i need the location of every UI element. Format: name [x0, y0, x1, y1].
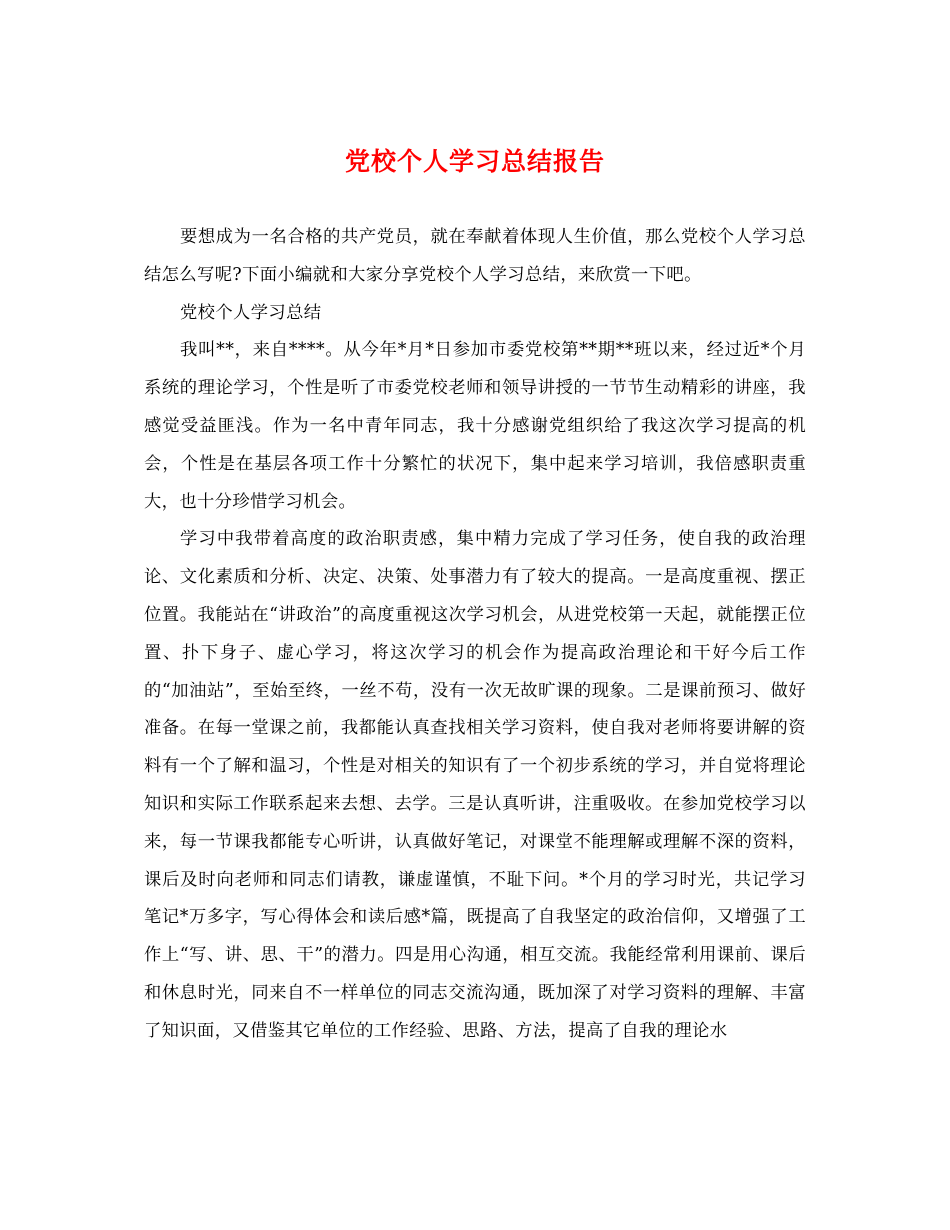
document-body [144, 219, 806, 1051]
body-paragraph: 学习中我带着高度的政治职责感，集中精力完成了学习任务，使自我的政治理论、文化素质和分析、决定、决策、处事潜力有了较大的提高。一是高度重视、摆正位置。我能站在“讲政治”的高度重视这次学习机会，从进党校第一天起，就能摆正位置、扑下身子、虚心学习，将这次学习的机会作为提高政治理论和干好今后工作的“加油站”，至始至终，一丝不苟，没有一次无故旷课的现象。二是课前预习、做好准备。在每一堂课之前，我都能认真查找相关学习资料，使自我对老师将要讲解的资料有一个了解和温习，个性是对相关的知识有了一个初步系统的学习，并自觉将理论知识和实际工作联系起来去想、去学。三是认真听讲，注重吸收。在参加党校学习以来，每一节课我都能专心听讲，认真做好笔记，对课堂不能理解或理解不深的资料，课后及时向老师和同志们请教，谦虚谨慎，不耻下问。*个月的学习时光，共记学习笔记*万多字，写心得体会和读后感*篇，既提高了自我坚定的政治信仰，又增强了工作上“写、讲、思、干”的潜力。四是用心沟通，相互交流。我能经常利用课前、课后和休息时光，同来自不一样单位的同志交流沟通，既加深了对学习资料的理解、丰富了知识面，又借鉴其它单位的工作经验、思路、方法，提高了自我的理论水 [144, 529, 806, 1041]
body-paragraph: 我叫**，来自****。从今年*月*日参加市委党校第**期**班以来，经过近*个月系统的理论学习，个性是听了市委党校老师和领导讲授的一节节生动精彩的讲座，我感觉受益匪浅。作为一名中青年同志，我十分感谢党组织给了我这次学习提高的机会，个性是在基层各项工作十分繁忙的状况下，集中起来学习培训，我倍感职责重大，也十分珍惜学习机会。 [144, 340, 806, 512]
section-heading: 党校个人学习总结 [180, 302, 322, 323]
document-title: 党校个人学习总结报告 [344, 147, 605, 176]
intro-paragraph: 要想成为一名合格的共产党员，就在奉献着体现人生价值，那么党校个人学习总结怎么写呢?下面小编就和大家分享党校个人学习总结，来欣赏一下吧。 [144, 227, 806, 285]
